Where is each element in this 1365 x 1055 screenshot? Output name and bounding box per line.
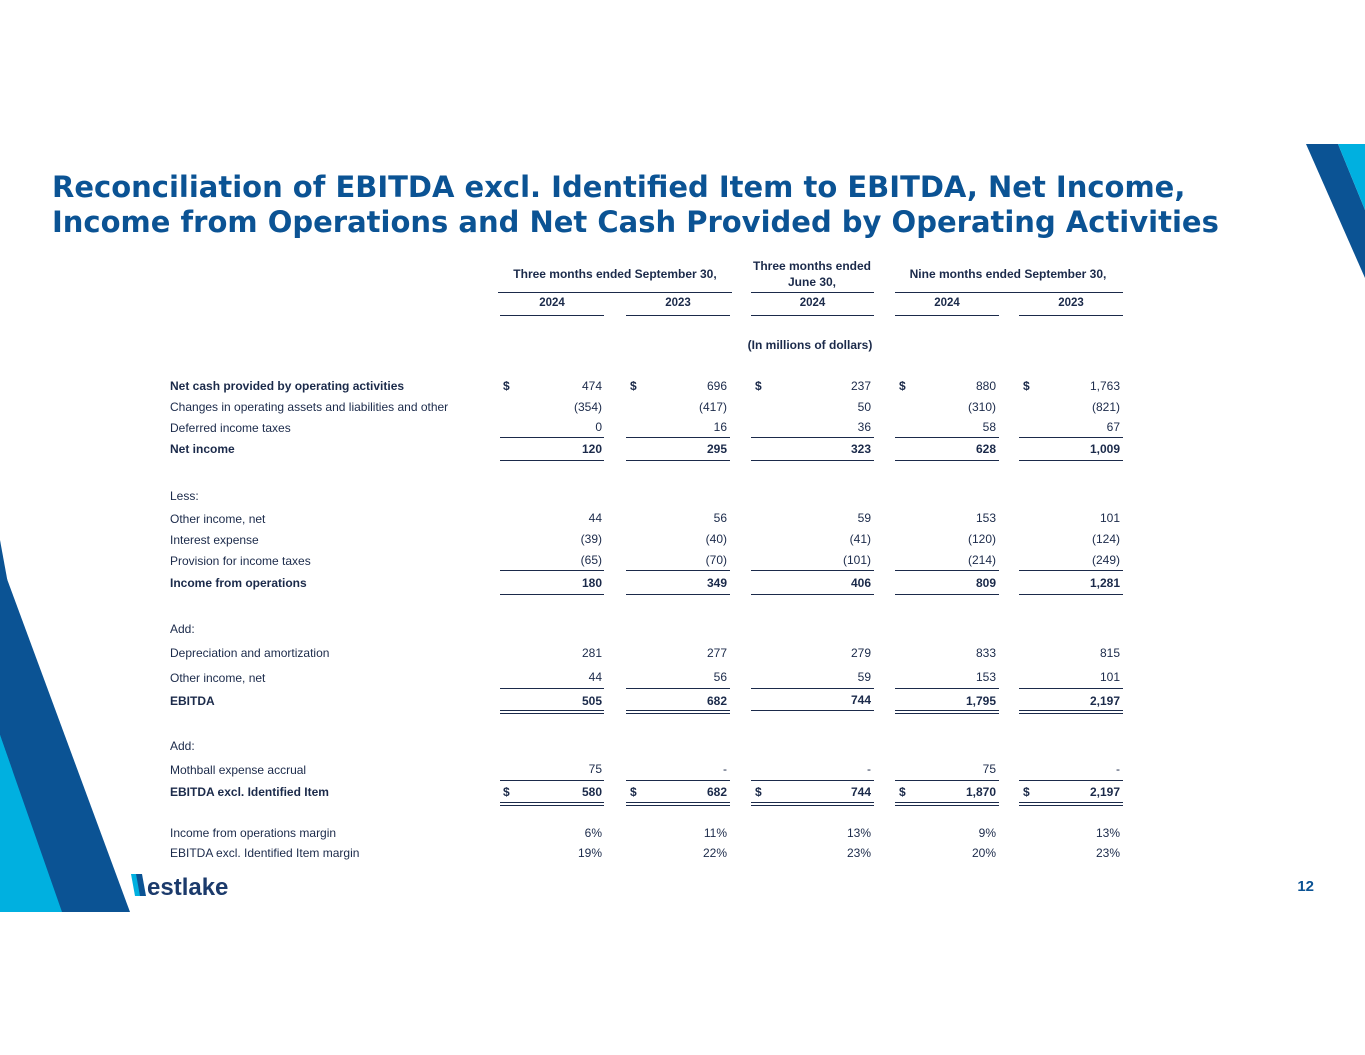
- value-cell: 153: [975, 511, 996, 525]
- value-cell: -: [723, 762, 727, 776]
- currency-symbol: $: [899, 785, 906, 799]
- table-row: [0, 785, 1365, 803]
- year-col-3: 2024: [799, 297, 826, 309]
- double-rule: [626, 802, 730, 806]
- total-rule: [751, 710, 874, 711]
- value-cell: 9%: [978, 826, 996, 840]
- section-label-less: Less:: [170, 489, 199, 503]
- value-cell: 2,197: [1089, 694, 1120, 708]
- value-cell: 323: [850, 442, 871, 456]
- value-cell: 56: [713, 670, 727, 684]
- subtotal-rule: [626, 780, 730, 781]
- year-rule-1: [500, 315, 604, 316]
- header-three-months-sep: Three months ended September 30,: [513, 267, 717, 281]
- double-rule: [751, 802, 874, 806]
- value-cell: (70): [705, 553, 727, 567]
- subtotal-rule: [626, 688, 730, 689]
- value-cell: (124): [1091, 532, 1120, 546]
- row-label: Net income: [170, 442, 235, 456]
- value-cell: 59: [857, 670, 871, 684]
- year-col-2: 2023: [665, 297, 691, 309]
- double-rule: [895, 710, 999, 714]
- value-cell: (41): [849, 532, 871, 546]
- value-cell: 696: [706, 379, 727, 393]
- year-col-1: 2024: [539, 297, 565, 309]
- value-cell: 1,870: [965, 785, 996, 799]
- table-row: [0, 739, 1365, 757]
- year-rule-2: [626, 315, 730, 316]
- double-rule: [500, 802, 604, 806]
- value-cell: 75: [982, 762, 996, 776]
- value-cell: 279: [850, 646, 871, 660]
- currency-symbol: $: [503, 785, 510, 799]
- value-cell: 474: [581, 379, 602, 393]
- row-label: Changes in operating assets and liabilities and other: [170, 400, 449, 414]
- value-cell: (310): [967, 400, 996, 414]
- double-rule: [1019, 710, 1123, 714]
- table-row: [0, 762, 1365, 780]
- value-cell: 120: [581, 442, 602, 456]
- currency-symbol: $: [1023, 785, 1030, 799]
- value-cell: 281: [581, 646, 602, 660]
- value-cell: 744: [850, 785, 871, 799]
- value-cell: 11%: [703, 826, 727, 840]
- value-cell: 50: [857, 400, 871, 414]
- subtotal-rule: [895, 437, 999, 438]
- row-label: Other income, net: [170, 512, 266, 526]
- total-rule: [1019, 594, 1123, 595]
- header-rule-1: [498, 292, 732, 293]
- subtotal-rule: [1019, 780, 1123, 781]
- value-cell: 56: [713, 511, 727, 525]
- section-label-add: Add:: [170, 622, 195, 636]
- value-cell: 16: [713, 420, 727, 434]
- subtotal-rule: [500, 688, 604, 689]
- double-rule: [895, 802, 999, 806]
- value-cell: 22%: [702, 846, 727, 860]
- table-row: [0, 553, 1365, 571]
- currency-symbol: $: [630, 785, 637, 799]
- value-cell: 6%: [584, 826, 602, 840]
- row-label: Other income, net: [170, 671, 266, 685]
- currency-symbol: $: [503, 379, 510, 393]
- subtotal-rule: [626, 437, 730, 438]
- table-row: [0, 646, 1365, 664]
- subtotal-rule: [751, 437, 874, 438]
- value-cell: 23%: [846, 846, 871, 860]
- value-cell: 1,795: [965, 694, 996, 708]
- value-cell: 628: [975, 442, 996, 456]
- value-cell: 237: [850, 379, 871, 393]
- total-rule: [626, 460, 730, 461]
- value-cell: 505: [581, 694, 602, 708]
- double-rule: [626, 710, 730, 714]
- year-col-4: 2024: [934, 297, 960, 309]
- double-rule: [1019, 802, 1123, 806]
- table-row: [0, 846, 1365, 864]
- row-label: Income from operations: [170, 576, 307, 590]
- subtotal-rule: [751, 780, 874, 781]
- value-cell: 809: [975, 576, 996, 590]
- title-line-2: Income from Operations and Net Cash Provided by Operating Activities: [52, 205, 1219, 239]
- value-cell: 75: [588, 762, 602, 776]
- header-june-line-1: Three months ended: [752, 259, 871, 273]
- value-cell: 833: [975, 646, 996, 660]
- value-cell: 0: [595, 420, 602, 434]
- subtotal-rule: [895, 570, 999, 571]
- value-cell: 101: [1099, 670, 1120, 684]
- value-cell: 59: [857, 511, 871, 525]
- section-label-add: Add:: [170, 739, 195, 753]
- westlake-logo: [131, 870, 255, 907]
- value-cell: 13%: [1095, 826, 1120, 840]
- row-label: Mothball expense accrual: [170, 763, 307, 777]
- value-cell: 682: [706, 785, 727, 799]
- currency-symbol: $: [1023, 379, 1030, 393]
- total-rule: [751, 594, 874, 595]
- currency-symbol: $: [755, 785, 762, 799]
- value-cell: 349: [706, 576, 727, 590]
- value-cell: 1,009: [1089, 442, 1120, 456]
- table-row: [0, 670, 1365, 688]
- logo-text: estlake: [147, 874, 229, 901]
- row-label: EBITDA excl. Identified Item margin: [170, 846, 360, 860]
- row-label: Net cash provided by operating activities: [170, 379, 405, 393]
- year-rule-4: [895, 315, 999, 316]
- units-label: (In millions of dollars): [747, 338, 873, 352]
- title-line-1: Reconciliation of EBITDA excl. Identified Item to EBITDA, Net Income,: [52, 170, 1186, 204]
- table-row: [0, 489, 1365, 507]
- row-label: Interest expense: [170, 533, 259, 547]
- table-row: [0, 532, 1365, 550]
- header-rule-2: [751, 292, 874, 293]
- row-label: EBITDA: [170, 694, 215, 708]
- value-cell: (65): [580, 553, 602, 567]
- table-row: [0, 379, 1365, 397]
- table-row: [0, 400, 1365, 418]
- subtotal-rule: [500, 437, 604, 438]
- value-cell: 67: [1106, 420, 1120, 434]
- header-three-months-june: [742, 258, 882, 290]
- value-cell: 36: [857, 420, 871, 434]
- value-cell: (354): [573, 400, 602, 414]
- table-row: [0, 622, 1365, 640]
- total-rule: [500, 460, 604, 461]
- double-rule: [500, 710, 604, 714]
- subtotal-rule: [1019, 688, 1123, 689]
- value-cell: 815: [1099, 646, 1120, 660]
- value-cell: 101: [1099, 511, 1120, 525]
- value-cell: 58: [982, 420, 996, 434]
- value-cell: 2,197: [1089, 785, 1120, 799]
- header-june-line-2: June 30,: [787, 275, 837, 289]
- value-cell: (214): [967, 553, 996, 567]
- subtotal-rule: [500, 570, 604, 571]
- subtotal-rule: [751, 688, 874, 689]
- value-cell: 682: [706, 694, 727, 708]
- row-label: Deferred income taxes: [170, 421, 291, 435]
- table-row: [0, 442, 1365, 460]
- value-cell: (821): [1091, 400, 1120, 414]
- value-cell: (39): [580, 532, 602, 546]
- value-cell: 44: [588, 511, 602, 525]
- total-rule: [1019, 460, 1123, 461]
- subtotal-rule: [895, 780, 999, 781]
- value-cell: -: [1116, 762, 1120, 776]
- total-rule: [895, 460, 999, 461]
- subtotal-rule: [1019, 437, 1123, 438]
- value-cell: 153: [975, 670, 996, 684]
- value-cell: (101): [842, 553, 871, 567]
- table-row: [0, 420, 1365, 438]
- value-cell: 406: [850, 576, 871, 590]
- value-cell: 295: [706, 442, 727, 456]
- row-label: EBITDA excl. Identified Item: [170, 785, 329, 799]
- value-cell: 13%: [846, 826, 871, 840]
- value-cell: (417): [698, 400, 727, 414]
- total-rule: [751, 460, 874, 461]
- value-cell: 744: [850, 693, 871, 707]
- value-cell: 23%: [1095, 846, 1120, 860]
- westlake-logo-icon: [131, 870, 255, 902]
- value-cell: -: [867, 762, 871, 776]
- value-cell: (120): [967, 532, 996, 546]
- page-number: 12: [1297, 878, 1314, 895]
- table-row: [0, 576, 1365, 594]
- header-rule-3: [895, 292, 1123, 293]
- currency-symbol: $: [755, 379, 762, 393]
- subtotal-rule: [500, 780, 604, 781]
- value-cell: 580: [581, 785, 602, 799]
- value-cell: 1,281: [1089, 576, 1120, 590]
- value-cell: 1,763: [1089, 379, 1120, 393]
- value-cell: (249): [1091, 553, 1120, 567]
- row-label: Provision for income taxes: [170, 554, 311, 568]
- value-cell: 44: [588, 670, 602, 684]
- total-rule: [626, 594, 730, 595]
- page-title: [52, 170, 1292, 240]
- row-label: Income from operations margin: [170, 826, 337, 840]
- subtotal-rule: [1019, 570, 1123, 571]
- currency-symbol: $: [899, 379, 906, 393]
- year-rule-3: [751, 315, 874, 316]
- currency-symbol: $: [630, 379, 637, 393]
- year-rule-5: [1019, 315, 1123, 316]
- value-cell: 20%: [971, 846, 996, 860]
- subtotal-rule: [626, 570, 730, 571]
- subtotal-rule: [751, 570, 874, 571]
- year-col-5: 2023: [1058, 297, 1084, 309]
- value-cell: 277: [706, 646, 727, 660]
- header-nine-months-sep: Nine months ended September 30,: [909, 267, 1107, 281]
- table-row: [0, 511, 1365, 529]
- table-row: [0, 826, 1365, 844]
- subtotal-rule: [895, 688, 999, 689]
- row-label: Depreciation and amortization: [170, 646, 330, 660]
- value-cell: 180: [581, 576, 602, 590]
- total-rule: [500, 594, 604, 595]
- total-rule: [895, 594, 999, 595]
- value-cell: 19%: [577, 846, 602, 860]
- value-cell: (40): [705, 532, 727, 546]
- value-cell: 880: [975, 379, 996, 393]
